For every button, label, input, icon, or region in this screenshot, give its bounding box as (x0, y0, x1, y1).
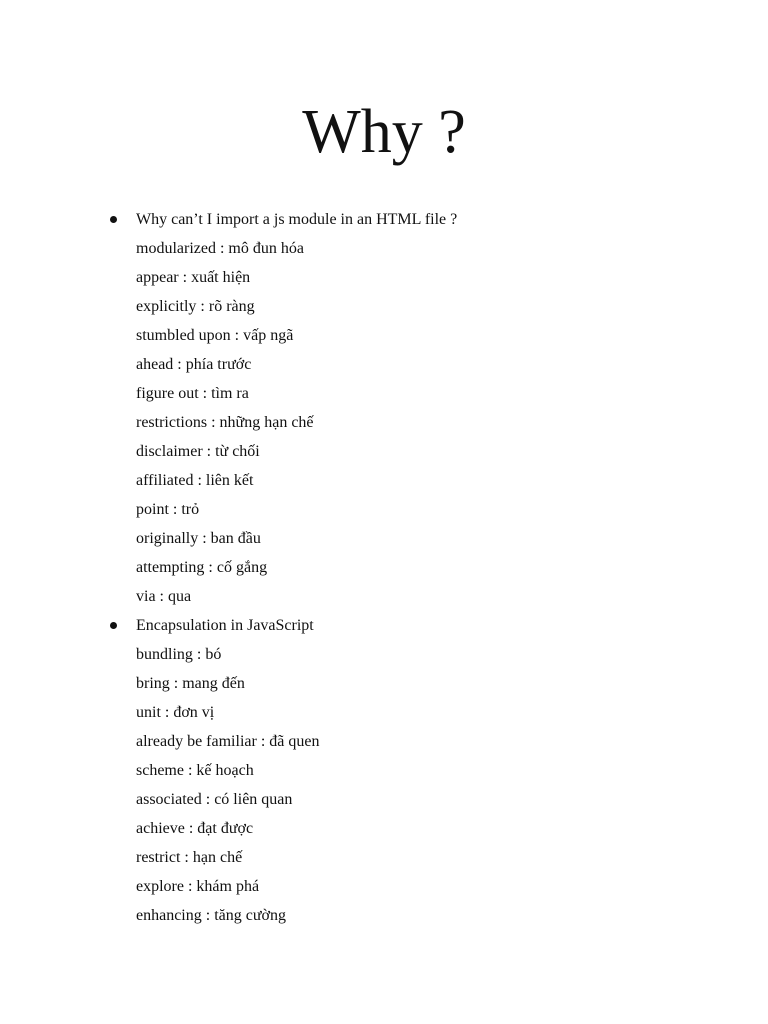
vocab-entry: modularized : mô đun hóa (136, 240, 304, 257)
vocabulary-list (0, 205, 768, 930)
vocab-entry: scheme : kế hoạch (136, 762, 254, 779)
section-heading: Why can’t I import a js module in an HTML file ? (136, 211, 458, 228)
vocab-entry: attempting : cố gắng (136, 559, 268, 576)
vocab-entry: point : trỏ (136, 501, 200, 518)
vocab-entry: restrictions : những hạn chế (136, 414, 314, 431)
vocab-entry: restrict : hạn chế (136, 849, 243, 866)
vocab-entry: explore : khám phá (136, 878, 260, 895)
vocab-entry: stumbled upon : vấp ngã (136, 327, 294, 344)
vocab-entry: already be familiar : đã quen (136, 733, 320, 750)
bullet-icon (110, 622, 117, 629)
vocab-entry: ahead : phía trước (136, 356, 252, 373)
vocab-entry: figure out : tìm ra (136, 385, 249, 402)
vocab-entry: explicitly : rõ ràng (136, 298, 255, 315)
section-heading: Encapsulation in JavaScript (136, 617, 314, 634)
vocab-entry: disclaimer : từ chối (136, 443, 260, 460)
vocab-entry: associated : có liên quan (136, 791, 293, 808)
vocab-entry: achieve : đạt được (136, 820, 254, 837)
vocab-entry: enhancing : tăng cường (136, 907, 286, 924)
vocab-entry: bundling : bó (136, 646, 222, 663)
section-1 (0, 205, 768, 611)
vocab-entry: unit : đơn vị (136, 704, 215, 721)
vocab-entry: originally : ban đầu (136, 530, 261, 547)
section-2 (0, 611, 768, 930)
bullet-icon (110, 216, 117, 223)
page-title: Why ? (302, 98, 466, 166)
vocab-entry: via : qua (136, 588, 192, 605)
vocab-entry: bring : mang đến (136, 675, 245, 692)
vocab-entry: affiliated : liên kết (136, 472, 254, 489)
vocab-entry: appear : xuất hiện (136, 269, 251, 286)
